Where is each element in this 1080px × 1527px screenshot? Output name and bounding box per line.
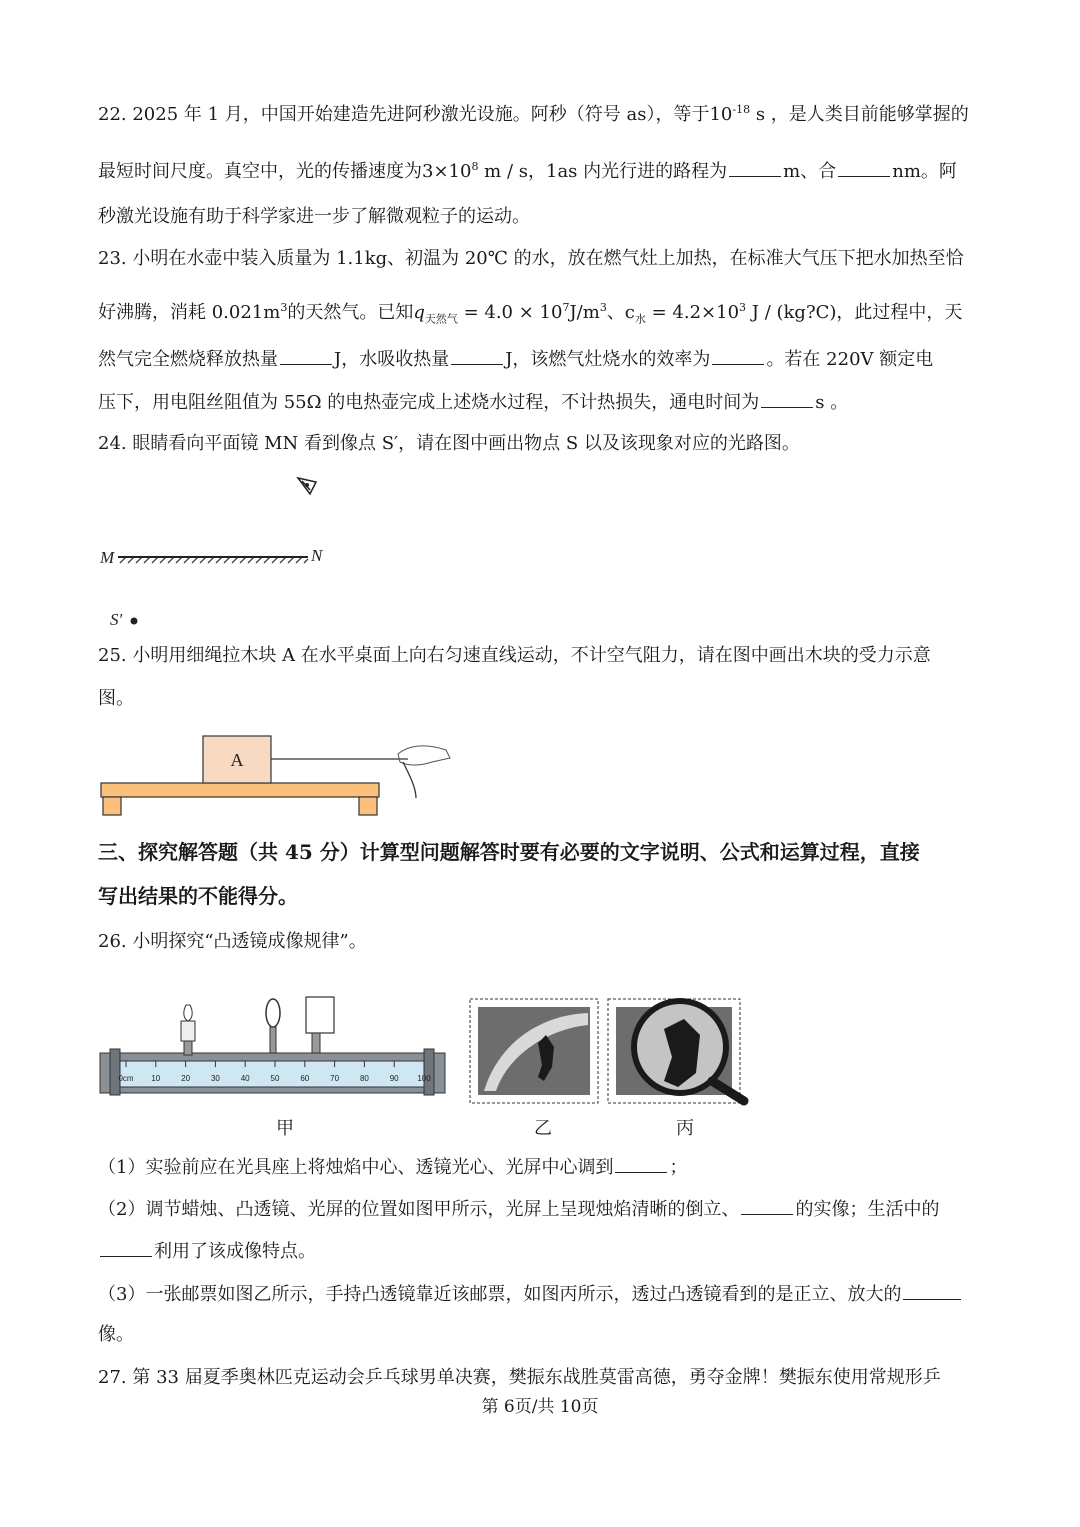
q25-line-2: 图。 — [98, 688, 134, 709]
section-three-line-1: 三、探究解答题（共 45 分）计算型问题解答时要有必要的文字说明、公式和运算过程，直接 — [98, 840, 920, 864]
ruler-tick-label: 20 — [181, 1074, 191, 1083]
q23-line-3: 然气完全燃烧释放热量 J，水吸收热量 J，该燃气灶烧水的效率为 。若在 220V 额定电 — [98, 346, 983, 372]
caption-jia: 甲 — [276, 1118, 294, 1139]
caption-yi: 乙 — [534, 1118, 552, 1139]
q22-line-2: 最短时间尺度。真空中，光的传播速度为$3\times 10^8$ m / s，1as 内光行进的路程为 m、合 nm。阿 — [98, 160, 957, 182]
q26-part-3: （3）一张邮票如图乙所示，手持凸透镜靠近该邮票，如图丙所示，透过凸透镜看到的是正立、放大的 — [98, 1281, 983, 1307]
ruler-tick-label: 30 — [210, 1074, 220, 1083]
answer-blank[interactable] — [100, 1238, 152, 1257]
q24-text: 24. 眼睛看向平面镜 MN 看到像点 S′，请在图中画出物点 S 以及该现象对应的光路图。 — [98, 433, 800, 454]
q27-line-1: 27. 第 33 届夏季奥林匹克运动会乒乓球男单决赛，樊振东战胜莫雷高德，勇夺金牌！樊振东使用常规形乒 — [98, 1367, 941, 1388]
answer-blank[interactable] — [451, 346, 503, 365]
block-figure — [98, 728, 458, 823]
optical-bench — [100, 1049, 445, 1095]
q26-part-2-cont: 利用了该成像特点。 — [98, 1238, 983, 1264]
answer-blank[interactable] — [903, 1281, 961, 1300]
ruler-tick-label: 50 — [270, 1074, 280, 1083]
ruler-tick-label: 10 — [151, 1074, 161, 1083]
candle — [181, 1005, 195, 1055]
answer-blank[interactable] — [712, 346, 764, 365]
wooden-block-a — [203, 736, 271, 783]
answer-blank[interactable] — [761, 389, 813, 408]
ruler-tick-label: 100 — [417, 1074, 431, 1083]
q22-line-1: 22. 2025 年 1 月，中国开始建造先进阿秒激光设施。阿秒（符号 as），等于$10^{-18}$ s ，是人类目前能够掌握的 — [98, 103, 969, 125]
answer-blank[interactable] — [615, 1154, 667, 1173]
q26-part-1: （1）实验前应在光具座上将烛焰中心、透镜光心、光屏中心调到 ； — [98, 1154, 983, 1180]
answer-blank[interactable] — [838, 158, 890, 177]
ruler-tick-label: 90 — [389, 1074, 399, 1083]
ruler-tick-label: 60 — [300, 1074, 310, 1083]
stamp-image-yi — [470, 999, 598, 1103]
q22-line-3: 秒激光设施有助于科学家进一步了解微观粒子的运动。 — [98, 206, 530, 227]
answer-blank[interactable] — [729, 158, 781, 177]
block-label: A — [230, 750, 244, 770]
q23-line-4: 压下，用电阻丝阻值为 55Ω 的电热壶完成上述烧水过程，不计热损失，通电时间为 s 。 — [98, 389, 983, 415]
mirror-label-n: N — [311, 546, 323, 565]
image-point — [131, 618, 138, 625]
page-footer: 第 6页/共 10页 — [481, 1397, 599, 1417]
answer-blank[interactable] — [280, 346, 332, 365]
caption-bing: 丙 — [676, 1118, 694, 1139]
eye-icon — [298, 478, 316, 494]
ruler-tick-label: 70 — [330, 1074, 340, 1083]
image-point-label: S′ — [110, 610, 123, 629]
q26-title: 26. 小明探究“凸透镜成像规律”。 — [98, 931, 367, 952]
section-three-line-2: 写出结果的不能得分。 — [98, 884, 298, 908]
ruler-tick-label: 40 — [240, 1074, 250, 1083]
mirror-label-m: M — [100, 548, 115, 567]
q25-line-1: 25. 小明用细绳拉木块 A 在水平桌面上向右匀速直线运动，不计空气阻力，请在图中画出木块的受力示意 — [98, 645, 931, 666]
mirror-figure — [96, 470, 356, 640]
q26-part-3-cont: 像。 — [98, 1324, 134, 1345]
hand-icon — [398, 746, 450, 798]
q23-line-2: 好沸腾，消耗 $0.021m^3$的天然气。已知$q_{天然气} = 4.0 \times 10^7J/m^3$、$c_水 = 4.2\times 10^3$ J / (kg?C)，此过程中，天 — [98, 301, 963, 326]
answer-blank[interactable] — [741, 1196, 793, 1215]
q23-line-1: 23. 小明在水壶中装入质量为 1.1kg、初温为 20℃ 的水，放在燃气灶上加热，在标准大气压下把水加热至恰 — [98, 248, 964, 269]
q26-part-2: （2）调节蜡烛、凸透镜、光屏的位置如图甲所示，光屏上呈现烛焰清晰的倒立、 的实像；生活中的 — [98, 1196, 983, 1222]
lens-experiment-figure — [98, 995, 763, 1107]
convex-lens — [266, 999, 280, 1053]
stamp-magnified-bing — [608, 999, 744, 1103]
light-screen — [306, 997, 334, 1053]
ruler-tick-label: 80 — [359, 1074, 369, 1083]
ruler-tick-label: 0cm — [118, 1074, 134, 1083]
plane-mirror — [118, 557, 308, 563]
table — [101, 783, 379, 815]
